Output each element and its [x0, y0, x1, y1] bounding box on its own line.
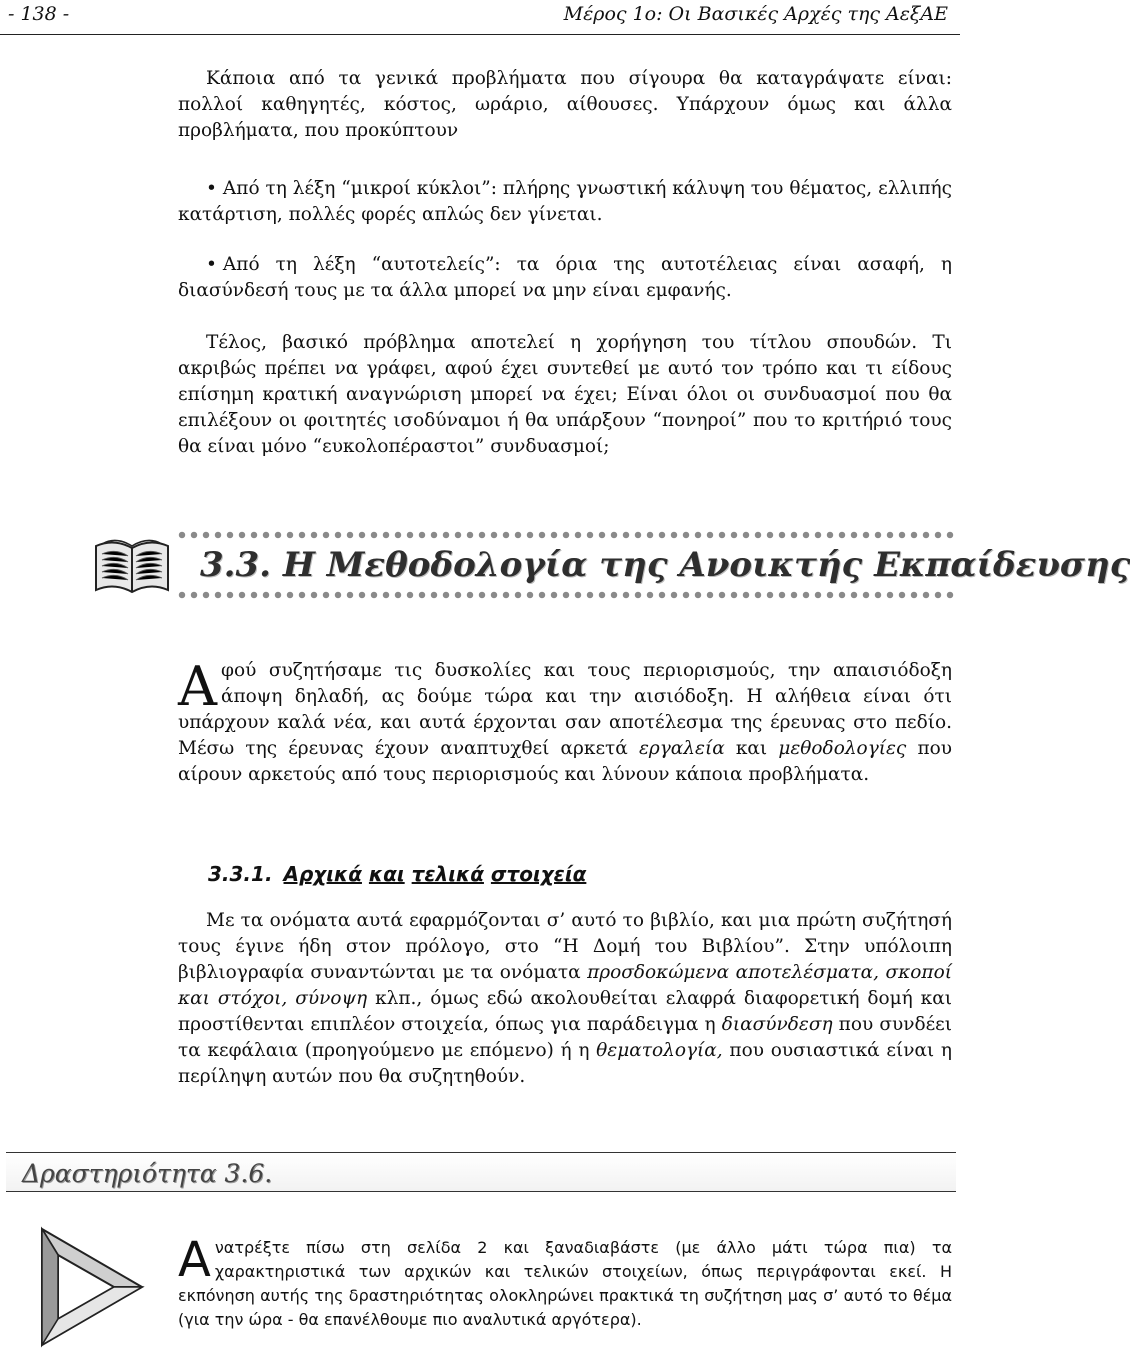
bullet-text-2: Από τη λέξη “αυτοτελείς”: τα όρια της αυτοτέλειας είναι ασαφή, η διασύνδεσή τους με τα άλλα μπορεί να μην είναι εμφανής.	[178, 254, 952, 301]
section-text-end: που αίρουν αρκετούς από τους περιορισμούς και λύνουν κάποια προβλήματα.	[178, 738, 952, 785]
impossible-triangle-play-icon	[36, 1225, 148, 1349]
emphasis-tools: εργαλεία	[638, 738, 725, 759]
page-number: - 138 -	[8, 3, 70, 25]
section-text-start: φού συζητήσαμε τις δυσκολίες και τους περιορισμούς, την απαισιόδοξη άποψη δηλαδή, ας δούμε τώρα και την αισιόδοξη. Η αλήθεια είναι ότι υπάρχουν καλά νέα, και αυτά έρχονται σαν αποτέλεσμα της έρευνας στο πεδίο. Μέσω της έρευνας έχουν αναπτυχθεί αρκετά	[178, 660, 952, 759]
intro-paragraph-2: Τέλος, βασικό πρόβλημα αποτελεί η χορήγηση του τίτλου σπουδών. Τι ακριβώς πρέπει να γράφει, αφού έχει συντεθεί με αυτό τον τρόπο και τι είδους επίσημη κρατική αναγνώριση μπορεί να έχει; Είναι όλοι οι συνδυασμοί που θα επιλέξουν οι φοιτητές ισοδύναμοι ή θα υπάρξουν “πονηροί” που το κριτήριό τους θα είναι μόνο “ευκολοπέραστοι” συνδυασμοί;	[178, 332, 952, 457]
page-header	[0, 0, 960, 35]
intro-paragraph-1: Κάποια από τα γενικά προβλήματα που σίγουρα θα καταγράψατε είναι: πολλοί καθηγητές, κόστος, ωράριο, αίθουσες. Υπάρχουν όμως και άλλα προβλήματα, που προκύπτουν	[178, 68, 952, 141]
drop-cap: Α	[178, 655, 217, 718]
activity-drop-cap: Α	[178, 1232, 211, 1288]
subsection-text-4: που ουσιαστικά είναι η περίληψη αυτών που θα συζητηθούν.	[178, 1040, 952, 1087]
bullet-icon: •	[206, 254, 217, 275]
subsection-word-2: και	[368, 862, 405, 886]
activity-title: Δραστηριότητα 3.6.	[22, 1159, 273, 1188]
subsection-text-2: κλπ., όμως εδώ ακολουθείται ελαφρά διαφορετική δομή και προστίθενται επιπλέον στοιχεία, όπως για παράδειγμα η	[178, 988, 952, 1035]
section-dots-top	[176, 530, 956, 540]
activity-text: νατρέξτε πίσω στη σελίδα 2 και ξαναδιαβάστε (με άλλο μάτι τώρα πια) τα χαρακτηριστικά των αρχικών και τελικών στοιχείων, όπως περιγράφονται εκεί. Η εκπόνηση αυτής της δραστηριότητας ολοκληρώνει πρακτικά τη συζήτηση μας σ’ αυτό το θέμα (για την ώρα - θα επανέλθουμε πιο αναλυτικά αργότερα).	[178, 1238, 952, 1329]
bullet-item-2	[178, 252, 952, 304]
subsection-word-1: Αρχικά	[283, 862, 362, 886]
emphasis-connection: διασύνδεση	[721, 1014, 833, 1035]
subsection-word-3: τελικά	[411, 862, 484, 886]
subsection-paragraph	[178, 908, 952, 1090]
subsection-number: 3.3.1.	[208, 862, 273, 886]
activity-paragraph	[178, 1232, 952, 1332]
bullet-text-1: Από τη λέξη “μικροί κύκλοι”: πλήρης γνωστική κάλυψη του θέματος, ελλιπής κατάρτιση, πολλές φορές απλώς δεν γίνεται.	[178, 178, 952, 225]
subsection-word-4: στοιχεία	[490, 862, 587, 886]
section-title: 3.3. Η Μεθοδολογία της Ανοικτής Εκπαίδευσης	[200, 545, 1130, 585]
subsection-text-1: Με τα ονόματα αυτά εφαρμόζονται σ’ αυτό το βιβλίο, και μια πρώτη συζήτησή τους έγινε ήδη στον πρόλογο, στο “Η Δομή του Βιβλίου”. Στην υπόλοιπη βιβλιογραφία συναντώνται με τα ονόματα	[178, 910, 952, 983]
emphasis-methodologies: μεθοδολογίες	[778, 738, 907, 759]
emphasis-expected-results: προσδοκώμενα αποτελέσματα, σκοποί και στόχοι, σύνοψη	[178, 962, 952, 1009]
section-paragraph	[178, 655, 952, 788]
subsection-text-3: που συνδέει τα κεφάλαια (προηγούμενο με επόμενο) ή η	[178, 1014, 953, 1061]
activity-banner	[6, 1152, 956, 1192]
open-book-icon	[92, 528, 172, 598]
section-text-and: και	[735, 738, 768, 759]
bullet-icon: •	[206, 178, 217, 199]
bullet-item-1	[178, 176, 952, 228]
section-dots-bottom	[176, 590, 956, 600]
running-title: Μέρος 1ο: Οι Βασικές Αρχές της ΑεξΑΕ	[563, 3, 948, 25]
emphasis-thematology: θεματολογία,	[596, 1040, 723, 1061]
subsection-title	[208, 862, 586, 886]
